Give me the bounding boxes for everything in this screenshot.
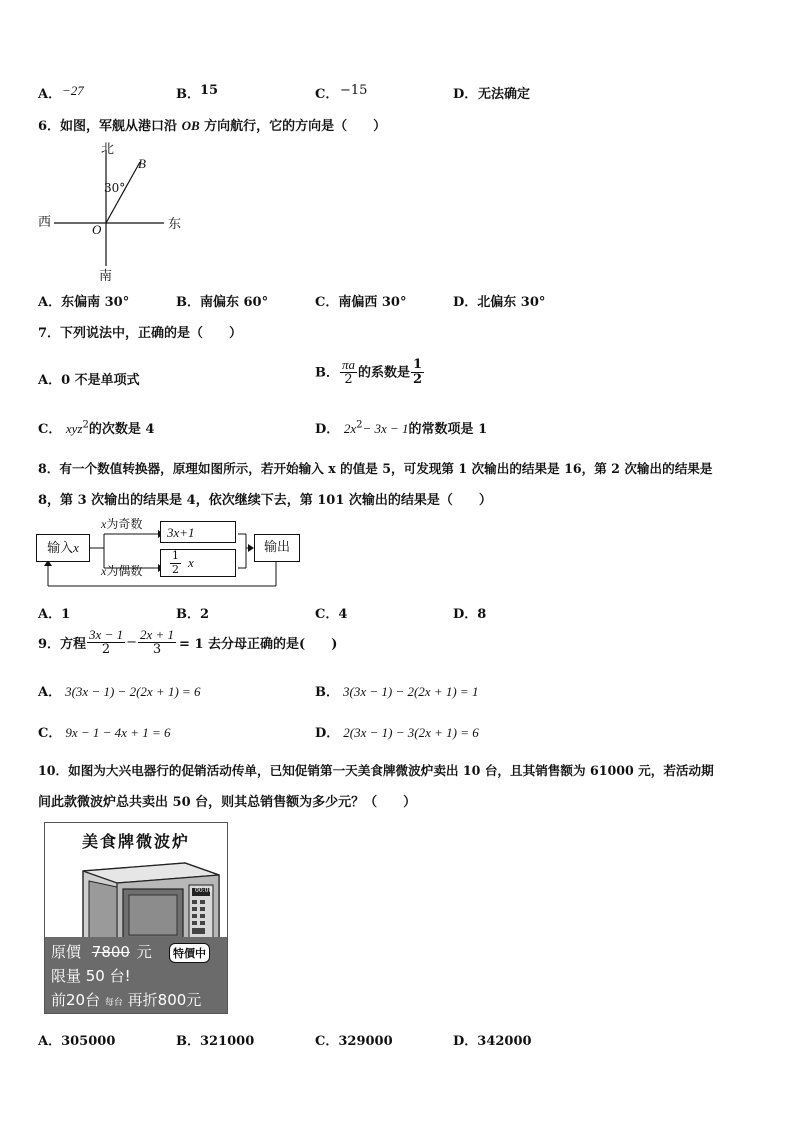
q8-even-text: 为偶数: [106, 564, 143, 578]
q10-stem-line2: 间此款微波炉总共卖出 50 台，则其总销售额为多少元？（ ）: [38, 795, 417, 810]
q6-option-c: C．南偏西 30°: [315, 295, 407, 310]
discount-prefix: 前20台: [51, 991, 101, 1009]
q6-south-label: 南: [99, 269, 113, 284]
q8-even-box: [160, 549, 236, 577]
q7-stem: 7．下列说法中，正确的是（ ）: [38, 326, 243, 341]
q6-option-a: A．东偏南 30°: [38, 295, 130, 310]
q7-option-c-label: C．: [38, 422, 62, 437]
q8-odd-x: x: [101, 517, 107, 531]
q6-compass-figure: [36, 138, 196, 284]
q7-option-d-exponent: 2: [356, 419, 363, 431]
q10-option-a: A．305000: [38, 1034, 116, 1049]
q6-o-label: O: [92, 222, 102, 237]
q9-fraction-1: [87, 628, 125, 658]
q10-option-c: C．329000: [315, 1034, 393, 1049]
q6-stem-end: 方向航行，它的方向是（ ）: [204, 119, 387, 134]
q5-option-b: 15: [200, 83, 219, 98]
special-badge: 特價中: [169, 943, 210, 963]
flyer-discount: [51, 989, 201, 1010]
q9-stem-end: = 1 去分母正确的是( ): [179, 637, 338, 653]
q9-option-b: [315, 681, 478, 700]
q7-option-b: [315, 358, 425, 388]
q7-fraction-one-half: [411, 358, 424, 388]
q6-west-label: 西: [38, 215, 52, 230]
q8-odd-expression: 3x+1: [167, 525, 195, 540]
q8-input-x: x: [73, 540, 79, 555]
q9-option-c-expr: 9x − 1 − 4x + 1 = 6: [65, 725, 171, 740]
q9-stem: [38, 628, 337, 658]
q8-output-box: [254, 534, 300, 562]
q7-option-d: [315, 418, 487, 437]
q5-option-d: 无法确定: [478, 87, 531, 102]
q7-option-b-text: 的系数是: [358, 365, 411, 381]
q7-option-b-label: B．: [315, 365, 339, 381]
q7-option-d-expr: 2x: [343, 421, 357, 436]
q9-option-a-label: A．: [38, 685, 62, 700]
q8-input-box: [36, 534, 90, 562]
q7-fraction-pi-a-over-2: [340, 358, 357, 388]
q8-stem-line1: 8．有一个数值转换器，原理如图所示，若开始输入 x 的值是 5，可发现第 1 次输出的结果是 16，第 2 次输出的结果是: [38, 461, 713, 476]
q6-b-label: B: [138, 156, 146, 171]
flyer-original-price: [51, 941, 152, 962]
q6-stem-text: 6．如图，军舰从港口沿: [38, 119, 178, 134]
q9-stem-text: 9．方程: [38, 637, 87, 653]
q9-option-c-label: C．: [38, 726, 62, 741]
q9-minus: −: [126, 635, 137, 651]
fraction-denominator: 3: [152, 642, 162, 658]
q5-option-c: −15: [340, 83, 368, 98]
fraction-numerator: 2x + 1: [140, 627, 175, 642]
q9-option-a: [38, 681, 201, 700]
q7-option-d-expr-rest: − 3x − 1: [362, 421, 409, 436]
q8-odd-condition: [101, 515, 142, 532]
q6-option-b: B．南偏东 60°: [176, 295, 269, 310]
price-label: 原價: [51, 943, 82, 961]
q8-odd-box: [160, 521, 236, 543]
fraction-denominator: 2: [344, 372, 353, 388]
q8-even-x: x: [101, 564, 107, 578]
q6-stem: [38, 115, 386, 134]
q8-odd-text: 为奇数: [106, 517, 143, 531]
q8-half-x: x: [188, 555, 194, 570]
fraction-numerator: 3x − 1: [89, 627, 124, 642]
q8-half-fraction: [170, 550, 181, 575]
q6-angle-label: 30°: [104, 181, 126, 195]
q5-option-d-label: D．: [453, 87, 478, 102]
q8-option-a: A．1: [38, 607, 71, 622]
q7-option-d-label: D．: [315, 422, 340, 437]
q7-option-c-expr: xyz: [65, 421, 83, 436]
q7-option-c-exponent: 2: [82, 419, 89, 431]
fraction-denominator: 2: [172, 562, 179, 576]
q9-option-d-label: D．: [315, 726, 340, 741]
q8-output-label: 输出: [263, 540, 290, 555]
q8-stem-line2: 8，第 3 次输出的结果是 4，依次继续下去，第 101 次输出的结果是（ ）: [38, 493, 492, 508]
q7-option-c: [38, 418, 154, 437]
q9-option-b-label: B．: [315, 685, 339, 700]
fraction-denominator: 2: [101, 642, 111, 658]
q10-flyer: [44, 822, 228, 1014]
q5-option-c-label: C．: [315, 87, 339, 102]
q10-option-d: D．342000: [453, 1034, 532, 1049]
price-value: 7800: [91, 943, 130, 961]
discount-amount: 再折800元: [127, 991, 202, 1009]
q9-option-b-expr: 3(3x − 1) − 2(2x + 1) = 1: [343, 684, 479, 699]
discount-per-unit: 每台: [104, 998, 123, 1008]
q5-option-a-label: A．: [38, 87, 62, 102]
q8-even-condition: [101, 562, 142, 579]
q8-option-d: D．8: [453, 607, 487, 622]
q6-east-label: 东: [168, 217, 182, 232]
q10-option-b: B．321000: [176, 1034, 255, 1049]
q5-option-a: −27: [62, 83, 84, 98]
q6-north-label: 北: [101, 142, 115, 157]
q7-option-d-text: 的常数项是 1: [408, 422, 488, 437]
fraction-numerator: 1: [413, 357, 423, 372]
flyer-title: 美食牌微波炉: [81, 832, 190, 851]
q9-option-d-expr: 2(3x − 1) − 3(2x + 1) = 6: [343, 725, 479, 740]
q5-option-b-label: B．: [176, 87, 200, 102]
q9-fraction-2: [138, 628, 176, 658]
q6-option-d: D．北偏东 30°: [453, 295, 546, 310]
q8-option-b: B．2: [176, 607, 210, 622]
q10-stem-line1: 10．如图为大兴电器行的促销活动传单，已知促销第一天美食牌微波炉卖出 10 台，且其销售额为 61000 元，若活动期: [38, 763, 714, 778]
fraction-numerator: πa: [342, 357, 356, 372]
q9-option-d: [315, 722, 479, 741]
q6-ob: OB: [181, 118, 200, 133]
flyer-limit: 限量 50 台!: [51, 967, 131, 985]
price-unit: 元: [136, 943, 152, 961]
q8-option-c: C．4: [315, 607, 348, 622]
fraction-denominator: 2: [413, 372, 423, 388]
q9-option-a-expr: 3(3x − 1) − 2(2x + 1) = 6: [65, 684, 201, 699]
q7-option-c-text: 的次数是 4: [88, 422, 155, 437]
q8-input-label: 输入: [47, 541, 74, 556]
q9-option-c: [38, 722, 171, 741]
fraction-numerator: 1: [172, 549, 179, 563]
q7-option-a: A．0 不是单项式: [38, 373, 140, 388]
microwave-clock: 00:00: [195, 887, 213, 894]
